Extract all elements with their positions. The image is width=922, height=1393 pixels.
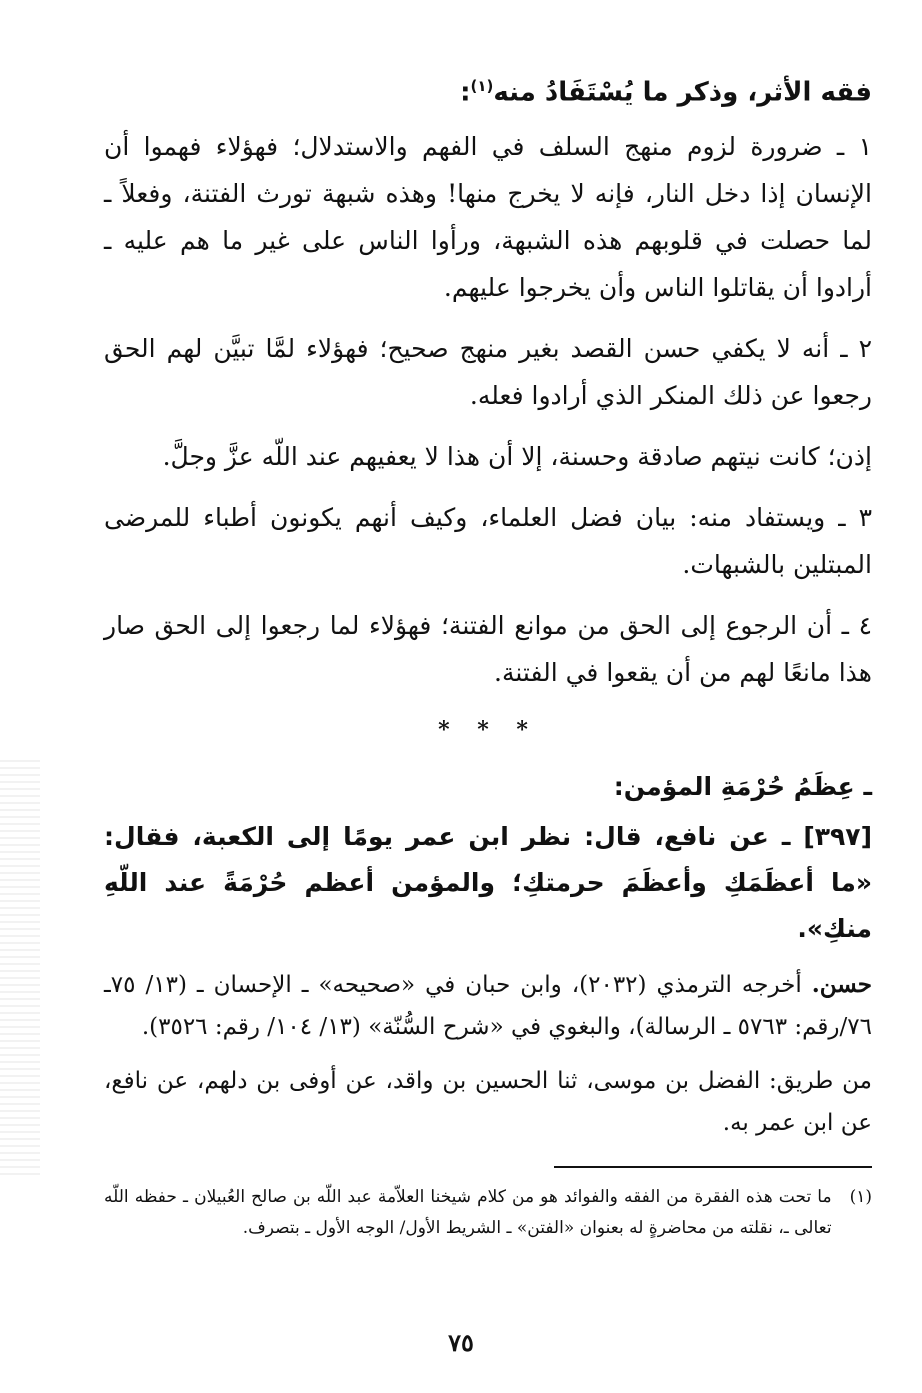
isnad-paragraph: من طريق: الفضل بن موسى، ثنا الحسين بن واقد، عن أوفى بن دلهم، عن نافع، عن ابن عمر به. — [104, 1067, 872, 1136]
heading-suffix: : — [460, 77, 471, 108]
page-heading — [104, 62, 872, 117]
footnote-text: ما تحت هذه الفقرة من الفقه والفوائد هو من كلام شيخنا العلاّمة عبد اللّه بن صالح العُبيلان ـ حفظه اللّه تعالى ـ، نقلته من محاضرةٍ له بعنوان «الفتن» ـ الشريط الأول/ الوجه الأول ـ بتصرف. — [104, 1186, 832, 1238]
point-4-paragraph: ٤ ـ أن الرجوع إلى الحق من موانع الفتنة؛ فهؤلاء لما رجعوا إلى الحق صار هذا مانعًا لهم من أن يقعوا في الفتنة. — [104, 610, 872, 687]
footnote-reference: (١) — [470, 77, 494, 95]
hadith-grade: حسن. — [811, 970, 873, 998]
section-separator: * * * — [438, 716, 538, 743]
footnote — [104, 1182, 872, 1244]
page-number: ٧٥ — [448, 1328, 474, 1357]
takhrij-text: أخرجه الترمذي (٢٠٣٢)، وابن حبان في «صحيحه» ـ الإحسان ـ (١٣/ ٧٥ـ ٧٦/رقم: ٥٧٦٣ ـ الرسالة)، والبغوي في «شرح السُّنّة» (١٣/ ١٠٤/ رقم: ٣٥٢٦). — [104, 971, 872, 1040]
hadith-text: [٣٩٧] ـ عن نافع، قال: نظر ابن عمر يومًا إلى الكعبة، فقال: «ما أعظَمَكِ وأعظَمَ حرمتكِ؛ والمؤمن أعظم حُرْمَةً عند اللّهِ منكِ». — [104, 821, 872, 943]
point-2-paragraph: ٢ ـ أنه لا يكفي حسن القصد بغير منهج صحيح؛ فهؤلاء لمَّا تبيَّن لهم الحق رجعوا عن ذلك المنكر الذي أرادوا فعله. — [104, 333, 872, 410]
section-title: ـ عِظَمُ حُرْمَةِ المؤمن: — [613, 771, 872, 801]
conclusion-paragraph: إذن؛ كانت نيتهم صادقة وحسنة، إلا أن هذا لا يعفيهم عند اللّه عزَّ وجلَّ. — [162, 441, 872, 471]
point-1-paragraph: ١ ـ ضرورة لزوم منهج السلف في الفهم والاستدلال؛ فهؤلاء فهموا أن الإنسان إذا دخل النار، فإنه لا يخرج منها! وهذه شبهة تورث الفتنة، وفعلاً ـ لما حصلت في قلوبهم هذه الشبهة، ورأوا الناس على غير ما هم عليه ـ أرادوا أن يقاتلوا الناس وأن يخرجوا عليهم. — [104, 131, 872, 302]
scan-edge-noise — [0, 760, 40, 1180]
heading-text: فقه الأثر، وذكر ما يُسْتَفَادُ منه — [493, 77, 872, 108]
footnote-number: (١) — [849, 1186, 872, 1207]
point-3-paragraph: ٣ ـ ويستفاد منه: بيان فضل العلماء، وكيف أنهم يكونون أطباء للمرضى المبتلين بالشبهات. — [104, 502, 872, 579]
page-body — [104, 62, 872, 1244]
footnote-divider — [554, 1166, 872, 1168]
takhrij-paragraph — [104, 964, 872, 1048]
